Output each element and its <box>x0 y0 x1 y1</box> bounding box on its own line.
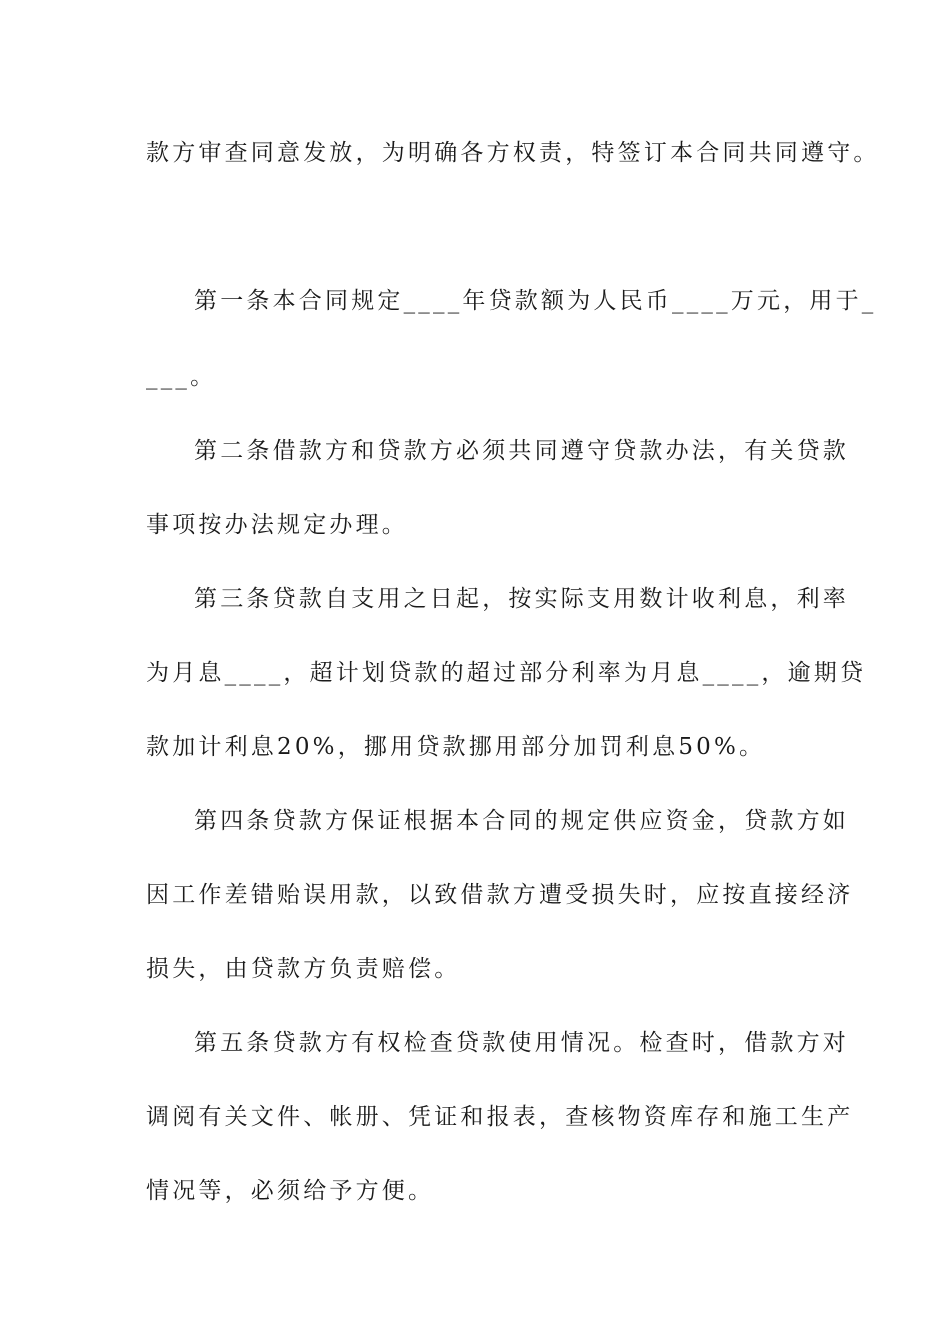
article-5-line-3: 情况等，必须给予方便。 <box>146 1178 435 1204</box>
paragraph-line: 款方审查同意发放，为明确各方权责，特签订本合同共同遵守。 <box>146 140 880 166</box>
article-3-line-1: 第三条贷款自支用之日起，按实际支用数计收利息，利率 <box>194 586 849 612</box>
article-4-line-2: 因工作差错贻误用款，以致借款方遭受损失时，应按直接经济 <box>146 882 854 908</box>
article-4-line-3: 损失，由贷款方负责赔偿。 <box>146 956 461 982</box>
article-5-line-2: 调阅有关文件、帐册、凭证和报表，查核物资库存和施工生产 <box>146 1104 854 1130</box>
article-1-line-1: 第一条本合同规定____年贷款额为人民币____万元，用于_ <box>194 288 877 314</box>
article-3-line-3: 款加计利息20%，挪用贷款挪用部分加罚利息50%。 <box>146 734 766 760</box>
article-4-line-1: 第四条贷款方保证根据本合同的规定供应资金，贷款方如 <box>194 808 849 834</box>
article-2-line-2: 事项按办法规定办理。 <box>146 512 408 538</box>
article-3-line-2: 为月息____，超计划贷款的超过部分利率为月息____，逾期贷 <box>146 660 867 686</box>
article-1-line-2: ___。 <box>146 364 217 390</box>
article-2-line-1: 第二条借款方和贷款方必须共同遵守贷款办法，有关贷款 <box>194 438 849 464</box>
article-5-line-1: 第五条贷款方有权检查贷款使用情况。检查时，借款方对 <box>194 1030 849 1056</box>
